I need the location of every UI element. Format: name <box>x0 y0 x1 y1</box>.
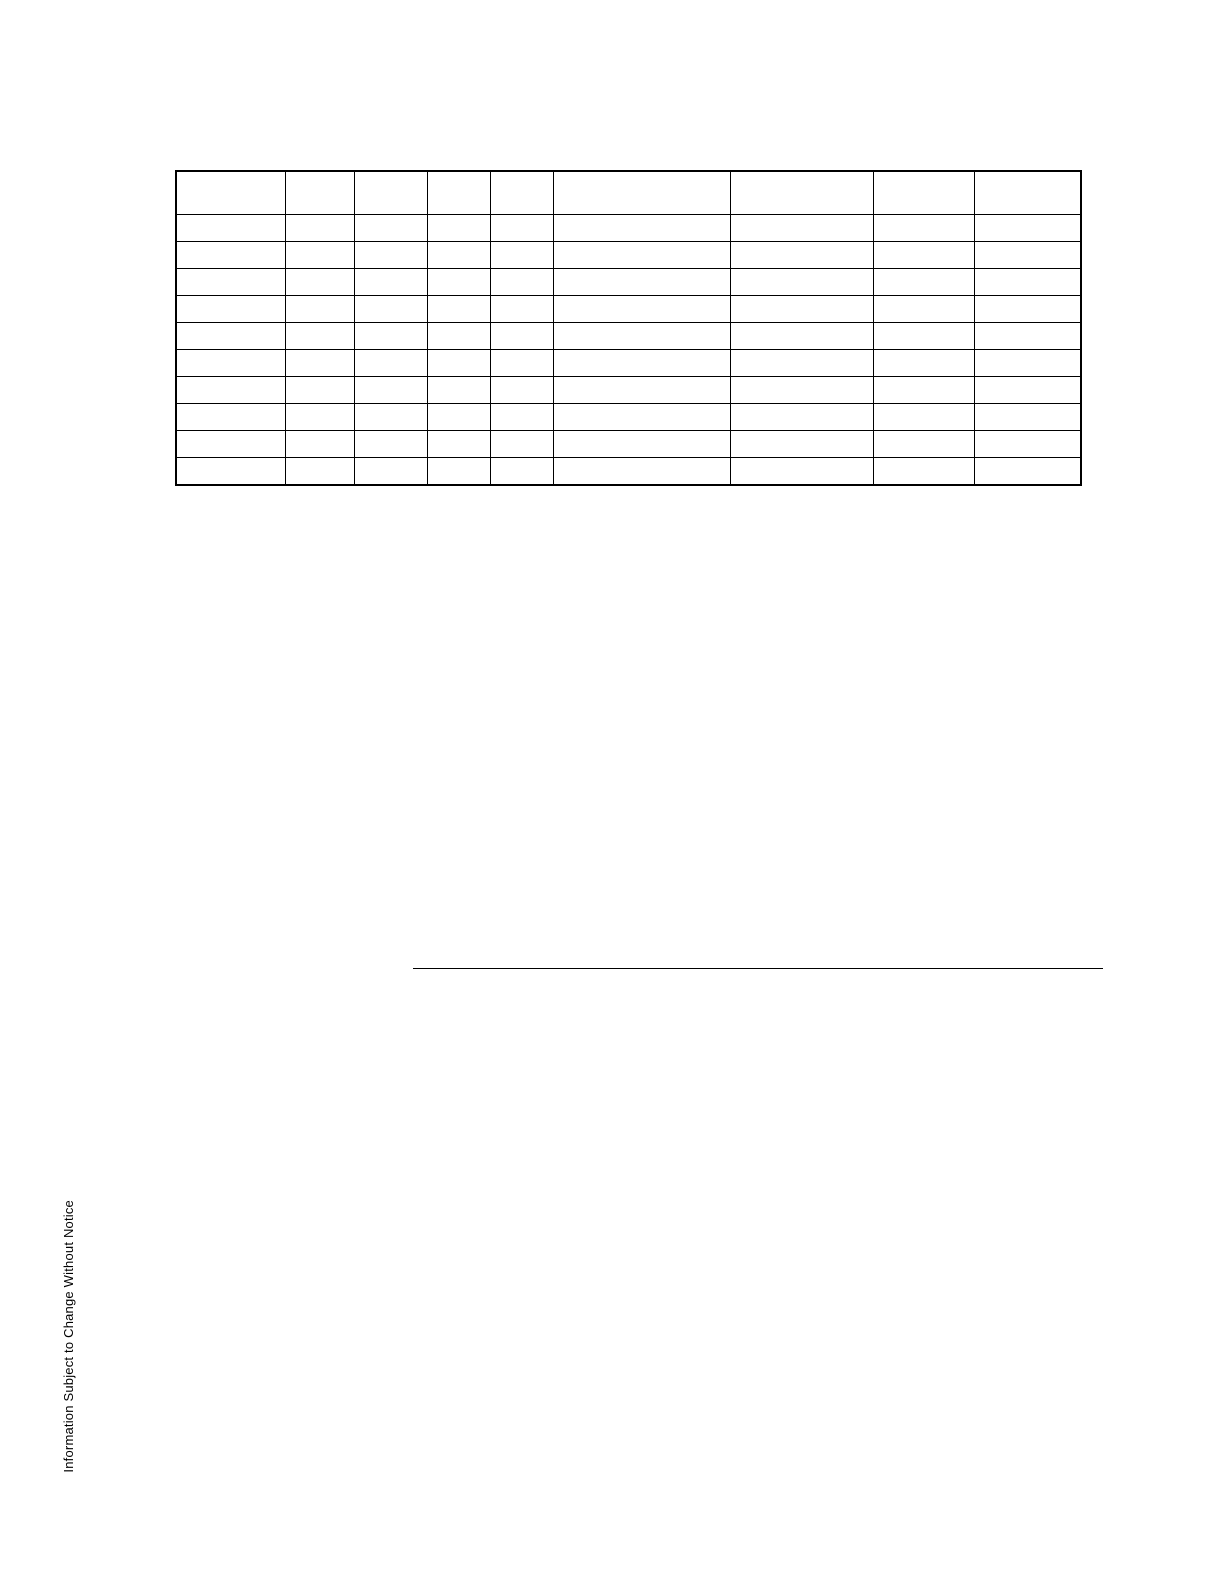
table-cell <box>731 215 874 242</box>
table-cell <box>286 215 355 242</box>
table-row <box>176 323 1081 350</box>
table-cell <box>554 404 731 431</box>
table-cell <box>554 458 731 486</box>
table-row <box>176 431 1081 458</box>
table-cell <box>355 458 428 486</box>
table-cell <box>428 269 491 296</box>
table-cell <box>731 431 874 458</box>
table-cell <box>554 269 731 296</box>
table-cell <box>286 404 355 431</box>
table-cell <box>428 431 491 458</box>
table-header-cell-2 <box>355 171 428 215</box>
table-cell <box>286 242 355 269</box>
table-header-row <box>176 171 1081 215</box>
table-header-cell-0 <box>176 171 286 215</box>
table-cell <box>554 215 731 242</box>
table-cell <box>491 323 554 350</box>
table-cell <box>554 296 731 323</box>
table-cell <box>874 215 975 242</box>
table-header-cell-1 <box>286 171 355 215</box>
table-cell <box>176 323 286 350</box>
table-cell <box>355 215 428 242</box>
table-cell <box>975 404 1082 431</box>
table-cell <box>731 242 874 269</box>
table-cell <box>355 404 428 431</box>
table-header-cell-5 <box>554 171 731 215</box>
table-cell <box>731 350 874 377</box>
table-cell <box>286 458 355 486</box>
table-cell <box>975 323 1082 350</box>
table-cell <box>428 296 491 323</box>
table-cell <box>176 350 286 377</box>
table-cell <box>176 404 286 431</box>
table-cell <box>731 323 874 350</box>
table-cell <box>491 296 554 323</box>
table-cell <box>176 431 286 458</box>
table-cell <box>428 377 491 404</box>
table-cell <box>428 458 491 486</box>
table-cell <box>554 377 731 404</box>
table-cell <box>286 296 355 323</box>
table-cell <box>554 323 731 350</box>
table-cell <box>554 350 731 377</box>
table-row <box>176 269 1081 296</box>
table-cell <box>874 350 975 377</box>
table-cell <box>975 215 1082 242</box>
table-cell <box>731 404 874 431</box>
table-cell <box>975 296 1082 323</box>
table-cell <box>975 377 1082 404</box>
table-cell <box>176 377 286 404</box>
table-cell <box>491 269 554 296</box>
table-cell <box>355 431 428 458</box>
table-cell <box>176 296 286 323</box>
table-cell <box>975 269 1082 296</box>
table-cell <box>176 215 286 242</box>
table-cell <box>874 431 975 458</box>
table-cell <box>975 458 1082 486</box>
table-row <box>176 296 1081 323</box>
side-notice-text: Information Subject to Change Without Notice <box>61 1200 76 1473</box>
table-header-cell-6 <box>731 171 874 215</box>
table-header-cell-8 <box>975 171 1082 215</box>
table-header-cell-4 <box>491 171 554 215</box>
table-cell <box>286 377 355 404</box>
table-body <box>176 215 1081 486</box>
table-header-cell-7 <box>874 171 975 215</box>
table-cell <box>176 458 286 486</box>
table-cell <box>554 242 731 269</box>
table-cell <box>176 269 286 296</box>
table-cell <box>874 242 975 269</box>
table-row <box>176 458 1081 486</box>
side-notice <box>62 1200 86 1500</box>
table-cell <box>286 350 355 377</box>
table-cell <box>874 377 975 404</box>
table-header-cell-3 <box>428 171 491 215</box>
table-cell <box>355 242 428 269</box>
table-row <box>176 377 1081 404</box>
table-cell <box>554 431 731 458</box>
table-cell <box>355 296 428 323</box>
table-row <box>176 404 1081 431</box>
table-cell <box>176 242 286 269</box>
table-cell <box>491 431 554 458</box>
page-divider <box>413 968 1103 969</box>
table-cell <box>286 323 355 350</box>
table-cell <box>491 404 554 431</box>
table-cell <box>428 242 491 269</box>
table-cell <box>874 269 975 296</box>
table-row <box>176 242 1081 269</box>
table-cell <box>428 404 491 431</box>
table-cell <box>286 431 355 458</box>
table-header <box>176 171 1081 215</box>
table-cell <box>731 296 874 323</box>
table-row <box>176 215 1081 242</box>
table-cell <box>731 458 874 486</box>
table-cell <box>355 350 428 377</box>
table-cell <box>874 458 975 486</box>
table-cell <box>355 269 428 296</box>
table-cell <box>355 323 428 350</box>
data-table <box>175 170 1082 486</box>
table-row <box>176 350 1081 377</box>
table-cell <box>874 296 975 323</box>
table-cell <box>286 269 355 296</box>
table-cell <box>491 215 554 242</box>
table-cell <box>731 377 874 404</box>
table-cell <box>874 323 975 350</box>
table-cell <box>428 350 491 377</box>
table-cell <box>491 242 554 269</box>
table-cell <box>975 431 1082 458</box>
table-cell <box>874 404 975 431</box>
table-cell <box>731 269 874 296</box>
table-cell <box>491 377 554 404</box>
table-cell <box>355 377 428 404</box>
table-cell <box>428 215 491 242</box>
table-cell <box>975 242 1082 269</box>
table-cell <box>428 323 491 350</box>
table-cell <box>491 350 554 377</box>
table-cell <box>491 458 554 486</box>
table-cell <box>975 350 1082 377</box>
